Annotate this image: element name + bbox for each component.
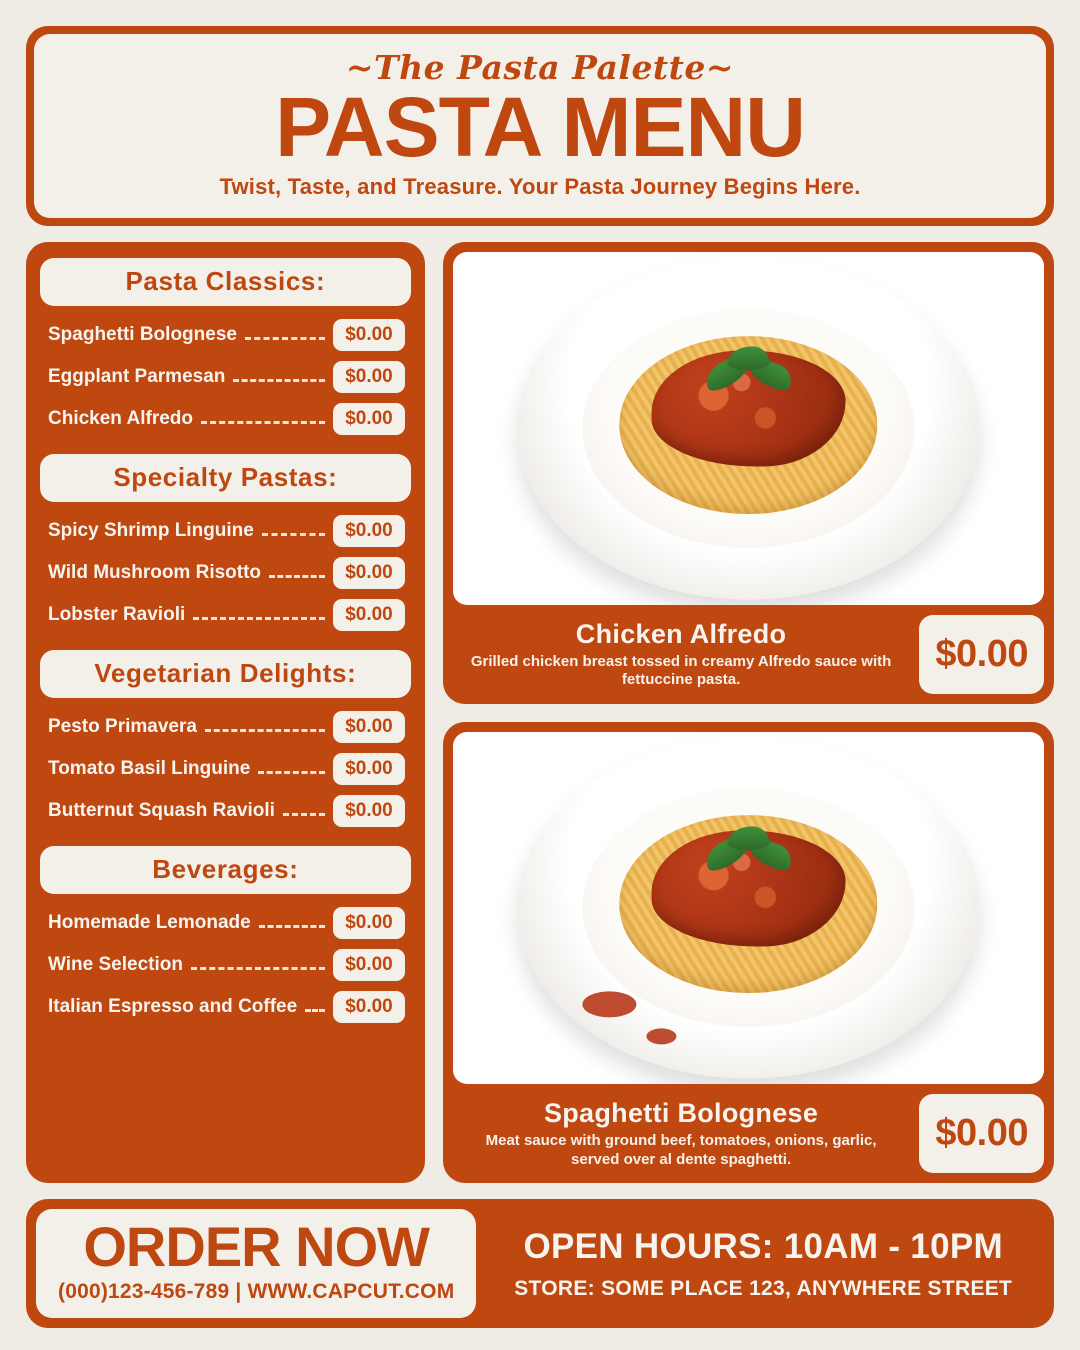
sauce-splash-shape xyxy=(647,1028,677,1044)
menu-item[interactable] xyxy=(40,944,411,986)
open-hours-text: OPEN HOURS: 10AM - 10PM xyxy=(523,1226,1003,1266)
menu-item[interactable] xyxy=(40,510,411,552)
menu-item-name: Eggplant Parmesan xyxy=(48,366,226,388)
menu-item-price: $0.00 xyxy=(333,795,405,827)
featured-dish-text xyxy=(453,1094,910,1173)
dot-leader xyxy=(205,729,325,732)
section-title: Beverages: xyxy=(152,854,299,885)
sauce-splash-shape xyxy=(582,991,636,1017)
menu-section-pasta-classics xyxy=(40,258,411,440)
menu-item-name: Butternut Squash Ravioli xyxy=(48,800,275,822)
section-title: Pasta Classics: xyxy=(125,266,326,297)
featured-dish-text xyxy=(453,615,910,694)
menu-item[interactable] xyxy=(40,594,411,636)
brand-script-title: ~The Pasta Palette~ xyxy=(345,48,735,87)
leaf-shape xyxy=(727,826,769,850)
store-address-text: STORE: SOME PLACE 123, ANYWHERE STREET xyxy=(514,1276,1013,1300)
featured-dish-price: $0.00 xyxy=(919,615,1044,694)
featured-dish-title: Chicken Alfredo xyxy=(575,618,787,649)
menu-item-price: $0.00 xyxy=(333,949,405,981)
menu-item-name: Spaghetti Bolognese xyxy=(48,324,237,346)
dot-leader xyxy=(269,575,325,578)
featured-dish-card xyxy=(443,242,1054,703)
menu-item-name: Chicken Alfredo xyxy=(48,408,193,430)
menu-item[interactable] xyxy=(40,398,411,440)
menu-item-name: Spicy Shrimp Linguine xyxy=(48,520,254,542)
dot-leader xyxy=(258,771,325,774)
menu-item[interactable] xyxy=(40,314,411,356)
featured-dishes-column xyxy=(443,242,1054,1183)
menu-item-price: $0.00 xyxy=(333,599,405,631)
dot-leader xyxy=(245,337,325,340)
menu-item-name: Wild Mushroom Risotto xyxy=(48,562,262,584)
order-now-button[interactable] xyxy=(36,1209,476,1318)
menu-item-name: Italian Espresso and Coffee xyxy=(48,996,298,1018)
dot-leader xyxy=(305,1009,325,1012)
section-header xyxy=(40,650,411,698)
menu-item-price: $0.00 xyxy=(333,319,405,351)
spaghetti-bolognese-photo xyxy=(453,732,1044,1084)
dot-leader xyxy=(262,533,325,536)
basil-garnish-icon xyxy=(703,347,793,407)
menu-item-price: $0.00 xyxy=(333,515,405,547)
plate-shape xyxy=(518,737,979,1078)
dot-leader xyxy=(259,925,325,928)
contact-info: (000)123-456-789 | WWW.CAPCUT.COM xyxy=(58,1280,455,1303)
menu-item-name: Tomato Basil Linguine xyxy=(48,758,251,780)
menu-item[interactable] xyxy=(40,790,411,832)
menu-item-price: $0.00 xyxy=(333,991,405,1023)
dot-leader xyxy=(193,617,325,620)
menu-section-vegetarian-delights xyxy=(40,650,411,832)
featured-dish-caption xyxy=(453,615,1044,694)
menu-list-panel xyxy=(26,242,425,1183)
menu-item-price: $0.00 xyxy=(333,907,405,939)
menu-item[interactable] xyxy=(40,706,411,748)
poster-header xyxy=(26,26,1054,226)
featured-dish-description: Meat sauce with ground beef, tomatoes, onions, garlic, served over al dente spaghetti. xyxy=(485,1132,877,1168)
menu-item[interactable] xyxy=(40,552,411,594)
dot-leader xyxy=(201,421,325,424)
order-now-label: ORDER NOW xyxy=(83,1215,430,1278)
dot-leader xyxy=(283,813,325,816)
chicken-alfredo-photo xyxy=(453,252,1044,604)
page-title: PASTA MENU xyxy=(275,80,805,174)
menu-item-price: $0.00 xyxy=(333,753,405,785)
featured-dish-price: $0.00 xyxy=(919,1094,1044,1173)
hours-and-address xyxy=(490,1209,1044,1318)
section-title: Specialty Pastas: xyxy=(113,462,338,493)
menu-item-name: Homemade Lemonade xyxy=(48,912,251,934)
section-header xyxy=(40,258,411,306)
menu-item[interactable] xyxy=(40,356,411,398)
header-tagline: Twist, Taste, and Treasure. Your Pasta Journey Begins Here. xyxy=(219,174,861,200)
poster-body xyxy=(26,242,1054,1183)
menu-item-price: $0.00 xyxy=(333,361,405,393)
section-header xyxy=(40,454,411,502)
menu-section-specialty-pastas xyxy=(40,454,411,636)
menu-item[interactable] xyxy=(40,748,411,790)
leaf-shape xyxy=(727,347,769,371)
menu-item-price: $0.00 xyxy=(333,557,405,589)
parsley-garnish-icon xyxy=(703,826,793,886)
header-inner-panel xyxy=(34,34,1046,218)
poster-footer xyxy=(26,1199,1054,1328)
featured-dish-caption xyxy=(453,1094,1044,1173)
menu-item-name: Pesto Primavera xyxy=(48,716,197,738)
section-title: Vegetarian Delights: xyxy=(94,658,357,689)
menu-item-name: Lobster Ravioli xyxy=(48,604,186,626)
menu-item-price: $0.00 xyxy=(333,711,405,743)
featured-dish-title: Spaghetti Bolognese xyxy=(543,1098,819,1129)
featured-dish-description: Grilled chicken breast tossed in creamy Alfredo sauce with fettuccine pasta. xyxy=(470,652,892,689)
menu-section-beverages xyxy=(40,846,411,1028)
menu-item-name: Wine Selection xyxy=(48,954,183,976)
plate-shape xyxy=(518,258,979,599)
menu-item-price: $0.00 xyxy=(333,403,405,435)
featured-dish-card xyxy=(443,722,1054,1183)
menu-item[interactable] xyxy=(40,986,411,1028)
dot-leader xyxy=(233,379,325,382)
menu-item[interactable] xyxy=(40,902,411,944)
section-header xyxy=(40,846,411,894)
dot-leader xyxy=(191,967,325,970)
